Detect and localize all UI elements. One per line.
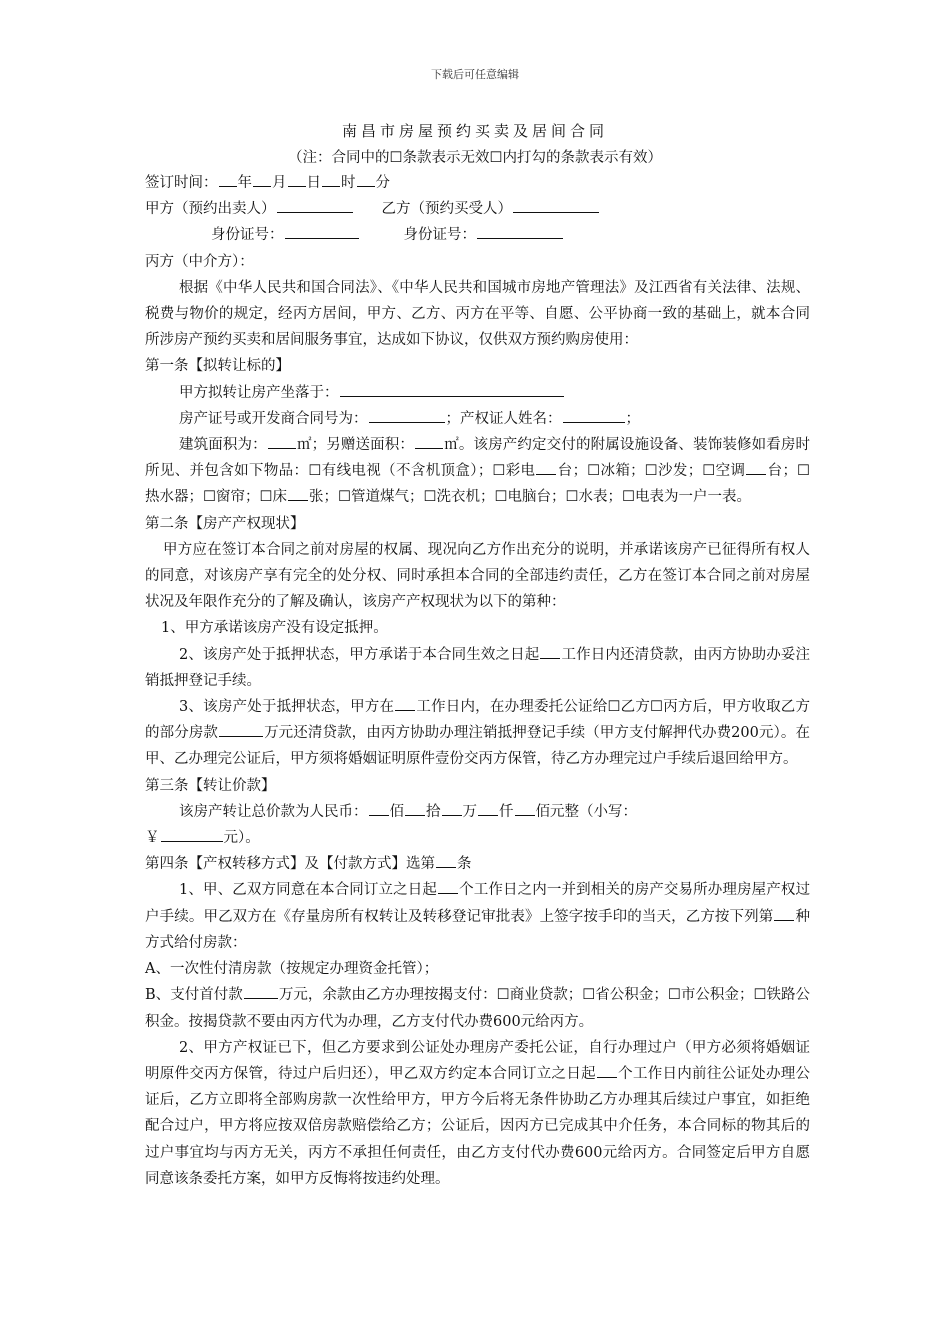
article4-heading — [145, 851, 810, 877]
item2-text-a: 2、该房产处于抵押状态，甲方承诺于本合同生效之日起 — [179, 646, 540, 663]
p1-method-blank — [774, 905, 794, 921]
party-a-label: 甲方（预约出卖人） — [145, 201, 276, 218]
article1-heading: 第一条【拟转让标的】 — [145, 358, 290, 375]
cert-end: ； — [625, 410, 640, 427]
gift-area-label: ㎡；另赠送面积： — [296, 437, 415, 454]
shi-blank — [405, 800, 425, 816]
yuan-end: 元）。 — [223, 830, 260, 847]
article2-intro: 甲方应在签订本合同之前对房屋的权属、现况向乙方作出充分的说明，并承诺该房产已征得所有权人的同意，对该房产享有完全的处分权、同时承担本合同的全部违约责任，乙方在签订本合同之前对房屋状况及年限作充分的了解及确认，该房产产权现状为以下的第种： — [145, 541, 810, 611]
shi-label: 拾 — [426, 803, 441, 820]
party-b-label: 乙方（预约买受人） — [381, 201, 512, 218]
option-b — [145, 982, 810, 1034]
sign-time-line — [145, 170, 810, 196]
item3-days-blank — [395, 695, 415, 711]
p1-text-a: 1、甲、乙双方同意在本合同订立之日起 — [179, 882, 437, 899]
year-label: 年 — [237, 175, 252, 191]
sign-time-label: 签订时间： — [145, 175, 218, 191]
p2-text-b: 个工作日内前往公证处办理公证后，乙方立即将全部购房款一次性给甲方，甲方今后将无条件协助乙方办理其后续过户事宜，如拒绝配合过户，甲方将应按双倍房款赔偿给乙方；公证后，因丙方已完成其中介任务，本合同标的物其后的过户事宜均与丙方无关，丙方不承担任何责任，由乙方支付代办费600元给丙方。合同签定后甲方自愿同意该条委托方案，如甲方反悔将按违约处理。 — [145, 1065, 811, 1187]
article4-p1 — [145, 877, 810, 956]
article4-choice-blank — [436, 852, 456, 868]
article2-item3 — [145, 694, 810, 773]
party-a-id-label: 身份证号： — [211, 227, 284, 244]
party-b-id-label: 身份证号： — [403, 227, 476, 244]
small-amount-blank — [161, 826, 223, 842]
party-b-id-blank — [477, 223, 563, 239]
party-c-line — [145, 249, 810, 275]
p1-days-blank — [438, 878, 458, 894]
owner-blank — [563, 407, 625, 423]
hour-label: 时 — [341, 175, 356, 191]
cert-blank — [369, 407, 445, 423]
gift-area-blank — [415, 433, 443, 449]
party-b-blank — [513, 197, 599, 213]
article4-heading-b: 条 — [457, 856, 472, 873]
wan-blank — [442, 800, 462, 816]
p2-days-blank — [597, 1062, 617, 1078]
area-label: 建筑面积为： — [179, 437, 267, 454]
price-paragraph — [145, 799, 810, 825]
party-a-blank — [277, 197, 353, 213]
cert-label: 房产证号或开发商合同号为： — [179, 410, 368, 427]
optb-text-b: 万元，余款由乙方办理按揭支付：☐商业贷款；☐省公积金；☐市公积金；☐铁路公积金。按揭贷款不要由丙方代为办理，乙方支付代办费600元给丙方。 — [145, 987, 811, 1030]
p1-text-c: 种方式给付房款： — [145, 908, 811, 951]
area-paragraph — [145, 432, 810, 511]
bai-blank — [369, 800, 389, 816]
facilities-text-3: 台；☐热水器；☐窗帘；☐床 — [145, 463, 811, 506]
bai-label: 佰 — [389, 803, 404, 820]
bai-yuan-label: 佰元整（小写： — [535, 803, 637, 820]
area-blank — [268, 433, 296, 449]
month-blank — [253, 171, 271, 187]
month-label: 月 — [272, 175, 287, 191]
bed-count-blank — [288, 485, 308, 501]
party-c-label: 丙方（中介方）： — [145, 253, 254, 270]
contract-title: 南昌市房屋预约买卖及居间合同 — [341, 122, 608, 140]
article3-heading: 第三条【转让价款】 — [145, 777, 276, 794]
party-a-id-blank — [285, 223, 359, 239]
option-a: A、一次性付清房款（按规定办理资金托管）； — [145, 961, 439, 978]
wan-label: 万 — [462, 803, 477, 820]
day-blank — [288, 171, 306, 187]
item3-amount-blank — [219, 721, 263, 737]
location-label: 甲方拟转让房产坐落于： — [179, 384, 339, 401]
article4-heading-a: 第四条【产权转移方式】及【付款方式】选第 — [145, 856, 435, 873]
contract-subtitle: （注：合同中的☐条款表示无效☐内打勾的条款表示有效） — [288, 150, 662, 166]
down-payment-blank — [244, 983, 278, 999]
intro-paragraph: 根据《中华人民共和国合同法》、《中华人民共和国城市房地产管理法》及江西省有关法律、法规、税费与物价的规定，经丙方居间，甲方、乙方、丙方在平等、自愿、公平协商一致的基础上，就本合同所涉房产预约买卖和居间服务事宜，达成如下协议，仅供双方预约购房使用： — [145, 279, 810, 349]
article2-item1: 1、甲方承诺该房产没有设定抵押。 — [161, 620, 388, 637]
minute-label: 分 — [375, 175, 390, 191]
bai-yuan-blank — [515, 800, 535, 816]
facilities-text-4: 张；☐管道煤气；☐洗衣机；☐电脑台；☐水表；☐电表为一户一表。 — [309, 489, 751, 506]
yen-sign: ￥ — [145, 830, 160, 847]
id-number-line — [145, 222, 810, 248]
p1-text-b: 个工作日之内一并到相关的房产交易所办理房屋产权过户手续。甲乙双方在《存量房所有权转让及转移登记审批表》上签字按手印的当天，乙方按下列第 — [145, 882, 810, 925]
article4-p2 — [145, 1035, 810, 1192]
tv-count-blank — [536, 459, 556, 475]
item2-text-b: 工作日内还清贷款，由丙方协助办妥注销抵押登记手续。 — [145, 646, 810, 689]
item3-text-a: 3、该房产处于抵押状态，甲方在 — [179, 699, 395, 716]
minute-blank — [357, 171, 375, 187]
item3-text-b: 工作日内，在办理委托公证给☐乙方☐丙方后，甲方收取乙方的部分房款 — [145, 699, 810, 742]
item2-days-blank — [540, 643, 560, 659]
certificate-line — [145, 406, 810, 432]
article2-item2 — [145, 642, 810, 694]
facilities-text: ㎡。该房产约定交付的附属设施设备、装饰装修如看房时所见、并包含如下物品：☐有线电视（不含机顶盒）；☐彩电 — [145, 437, 811, 480]
parties-line — [145, 196, 810, 222]
price-label: 该房产转让总价款为人民币： — [179, 803, 368, 820]
location-line — [145, 380, 810, 406]
location-blank — [340, 381, 564, 397]
item3-text-c: 万元还清贷款，由丙方协助办理注销抵押登记手续（甲方支付解押代办费200元）。在甲、乙办理完公证后，甲方须将婚姻证明原件壹份交丙方保管，待乙方办理完过户手续后退回给甲方。 — [145, 725, 810, 768]
qian-blank — [478, 800, 498, 816]
facilities-text-2: 台；☐冰箱；☐沙发；☐空调 — [557, 463, 746, 480]
year-blank — [219, 171, 237, 187]
contract-body — [145, 170, 810, 1192]
article2-heading: 第二条【房产产权现状】 — [145, 515, 305, 532]
day-label: 日 — [306, 175, 321, 191]
optb-text-a: B、支付首付款 — [145, 987, 243, 1004]
hour-blank — [322, 171, 340, 187]
qian-label: 仟 — [499, 803, 514, 820]
p2-text-a: 2、甲方产权证已下，但乙方要求到公证处办理房产委托公证，自行办理过户（甲方必须将婚姻证明原件交丙方保管，待过户后归还），甲乙双方约定本合同订立之日起 — [145, 1039, 810, 1082]
owner-label: ；产权证人姓名： — [445, 410, 562, 427]
price-small-line — [145, 825, 810, 851]
header-note: 下载后可任意编辑 — [431, 68, 519, 81]
ac-count-blank — [746, 459, 766, 475]
